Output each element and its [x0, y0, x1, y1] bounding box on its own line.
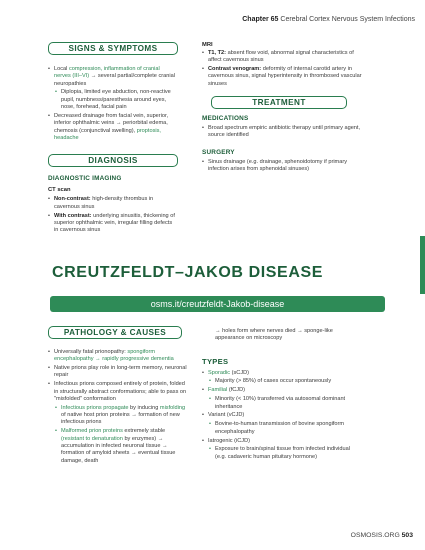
list-item: • Broad spectrum empiric antibiotic therapy until primary agent, source identified [202, 125, 362, 140]
list-item: • Iatrogenic (iCJD) [202, 438, 362, 445]
pathology-list [48, 349, 188, 465]
list-item: • Minority (< 10%) transferred via autosomal dominant inheritance [202, 396, 362, 411]
list-item: • Infectious prions composed entirely of protein, folded in structurally abstract conformations; able to pass on "misfolded" conformation [48, 381, 188, 403]
ct-scan-heading: CT scan [48, 187, 71, 194]
list-item: • Contrast venogram: deformity of internal carotid artery in cavernous sinus, signal hyperintensity in thrombosed vascular sinuses [202, 66, 362, 88]
diagnosis-heading: DIAGNOSIS [48, 154, 178, 167]
pathology-heading: PATHOLOGY & CAUSES [48, 326, 182, 339]
continuation-text: → holes form where nerves died → sponge-like appearance on microscopy [215, 328, 333, 342]
types-block [202, 370, 362, 461]
medications-block [202, 125, 362, 140]
list-item: • Sinus drainage (e.g. drainage, sphenoidotomy if primary infection arises from sphenoidal sinuses) [202, 159, 362, 174]
surgery-list [202, 159, 362, 174]
left-bottom-column [48, 326, 188, 466]
list-item: • Malformed prion proteins extremely stable (resistant to denaturation by enzymes) → accumulation in infected neuronal tissue → formation of amyloid sheets → eventual tissue damage, death [48, 428, 188, 464]
list-item: • Exposure to brain/spinal tissue from infected individual (e.g. cadaveric human pituitary hormone) [202, 446, 362, 461]
chapter-title: Cerebral Cortex Nervous System Infections [280, 16, 415, 23]
signs-symptoms-heading: SIGNS & SYMPTOMS [48, 42, 178, 55]
list-item: • Universally fatal prionopathy: spongiform encephalopathy → rapidly progressive dementia [48, 349, 188, 364]
diagnostic-imaging-heading: DIAGNOSTIC IMAGING [48, 175, 122, 183]
list-item: • Variant (vCJD) [202, 412, 362, 419]
list-item: • Non-contrast: high-density thrombus in cavernous sinus [48, 196, 178, 211]
page-number: 503 [401, 532, 413, 539]
section-url-link[interactable]: osms.it/creutzfeldt-Jakob-disease [50, 296, 385, 312]
right-bottom-column [202, 328, 362, 463]
left-top-column [48, 42, 178, 236]
list-item: • T1, T2: absent flow void, abnormal signal characteristics of affect cavernous sinus [202, 50, 362, 65]
list-item: • Familial (fCJD) [202, 387, 362, 394]
types-heading: TYPES [202, 356, 229, 366]
ct-list [48, 196, 178, 234]
list-item: • Bovine-to-human transmission of bovine spongiform encephalopathy [202, 421, 362, 436]
surgery-heading: SURGERY [202, 148, 235, 156]
footer-site: OSMOSIS.ORG [350, 532, 400, 539]
section-title: CREUTZFELDT–JAKOB DISEASE [52, 264, 324, 281]
list-item: • With contrast: underlying sinusitis, thickening of superior ophthalmic vein, irregular filling defects in cavernous sinus [48, 213, 178, 235]
pathology-block [48, 349, 188, 465]
signs-list-wrap [48, 66, 178, 142]
list-item: • Infectious prions propagate by inducing misfolding of native host prion proteins → formation of new infectious prions [48, 405, 188, 427]
ct-block [48, 187, 178, 234]
list-item: • Local compression, inflammation of cranial nerves (III–VI) → several partial/complete cranial neuropathies [48, 66, 178, 88]
list-item: • Decreased drainage from facial vein, superior, inferior ophthalmic veins → periorbital edema, chemosis (conjunctival swelling), proptosis, headache [48, 113, 178, 142]
page-footer [351, 532, 413, 539]
surgery-block [202, 159, 362, 174]
chapter-number: Chapter 65 [242, 16, 279, 23]
treatment-heading: TREATMENT [211, 96, 347, 109]
list-item: • Sporadic (sCJD) [202, 370, 362, 377]
chapter-side-tab [420, 236, 425, 294]
page-header [242, 16, 415, 23]
mri-heading: MRI [202, 42, 213, 48]
mri-block [202, 50, 362, 88]
list-item: • Diplopia, limited eye abduction, non-reactive pupil, numbness/paresthesia around eyes, nose, forehead, facial pain [48, 89, 178, 111]
signs-list [48, 66, 178, 142]
medications-heading: MEDICATIONS [202, 115, 249, 123]
medications-list [202, 125, 362, 140]
right-top-column [202, 42, 362, 175]
list-item: • Native prions play role in long-term memory, neuronal repair [48, 365, 188, 380]
types-list [202, 370, 362, 461]
mri-list [202, 50, 362, 88]
list-item: • Majority (> 85%) of cases occur spontaneously [202, 378, 362, 385]
